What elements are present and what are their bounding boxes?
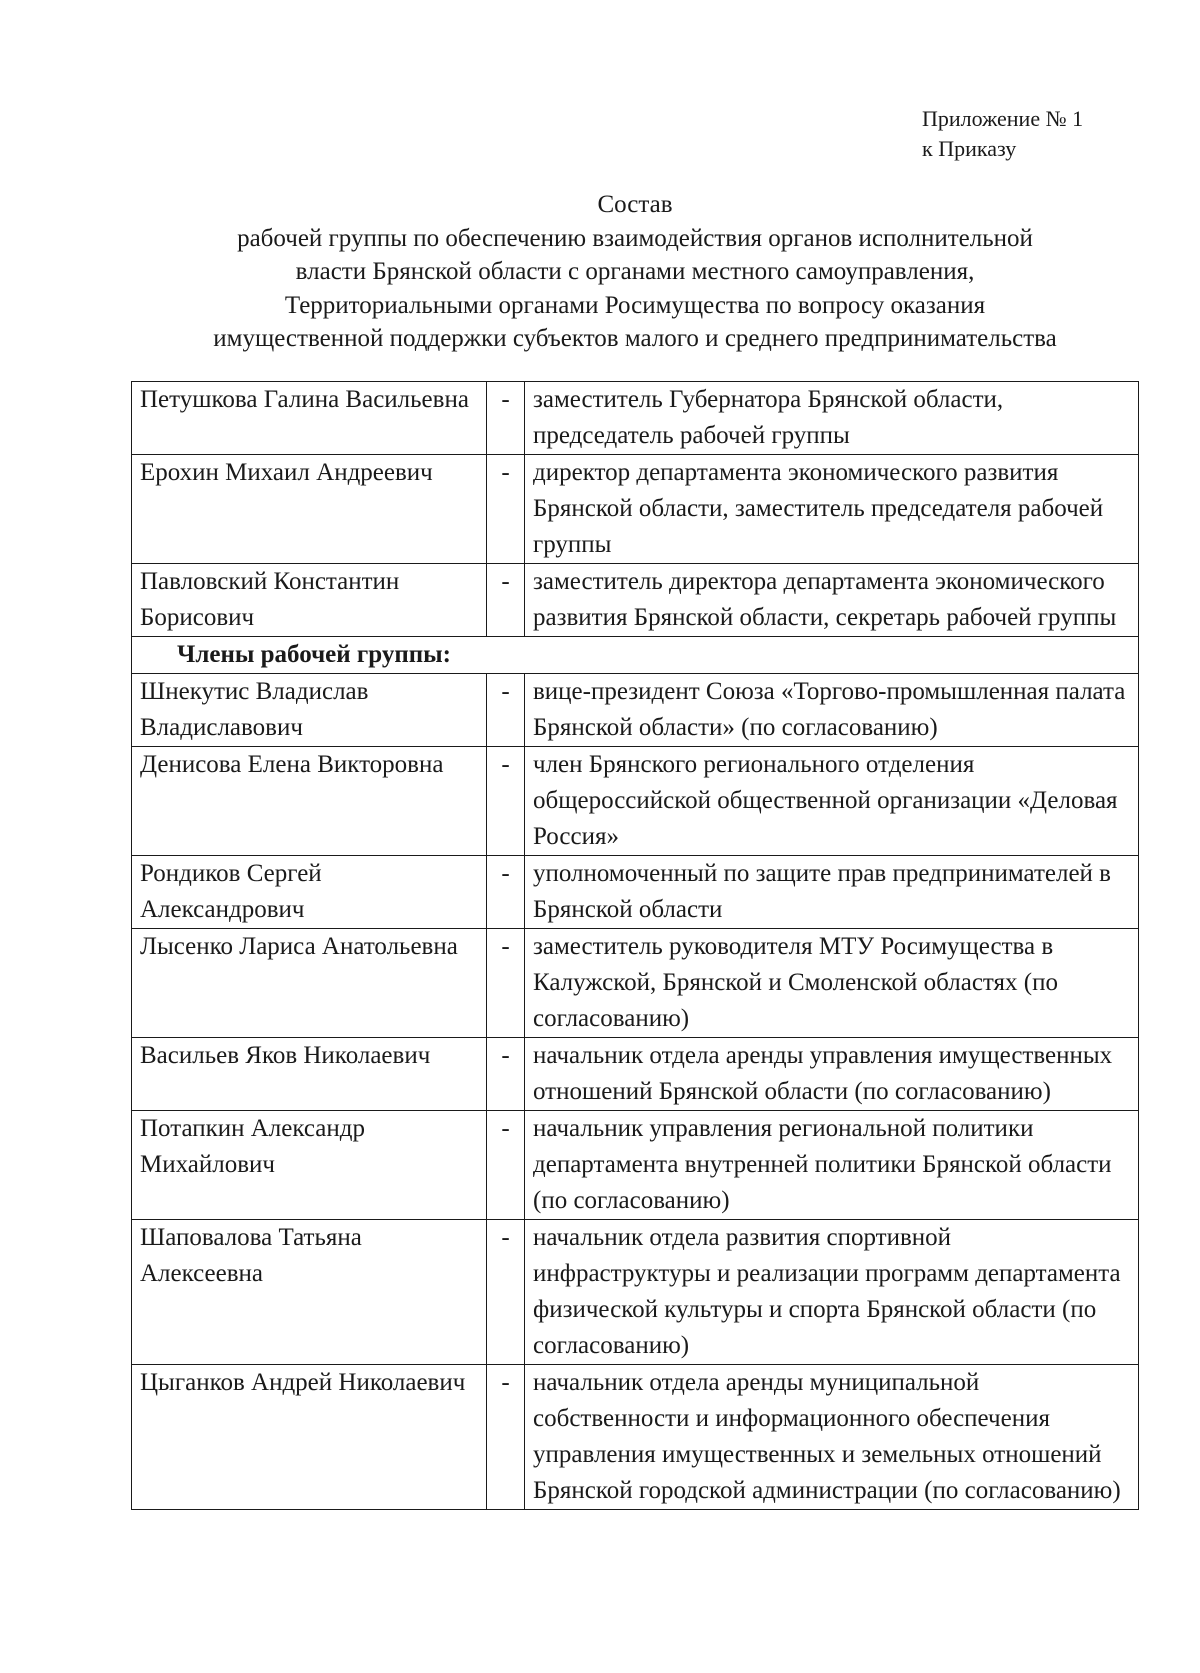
table-row — [132, 1365, 1139, 1510]
member-position: начальник управления региональной политики департамента внутренней политики Брянской области (по согласованию) — [525, 1111, 1139, 1220]
member-position: вице-президент Союза «Торгово-промышленная палата Брянской области» (по согласованию) — [525, 674, 1139, 747]
table-row — [132, 1220, 1139, 1365]
member-position: член Брянского регионального отделения общероссийской общественной организации «Деловая Россия» — [525, 747, 1139, 856]
annex-reference — [922, 104, 1083, 164]
dash-separator: - — [487, 674, 525, 747]
document-title: Состав — [597, 191, 673, 218]
table-row — [132, 747, 1139, 856]
member-position: начальник отдела развития спортивной инфраструктуры и реализации программ департамента физической культуры и спорта Брянской области (по согласованию) — [525, 1220, 1139, 1365]
table-row — [132, 382, 1139, 455]
heading-line-1: рабочей группы по обеспечению взаимодействия органов исполнительной — [237, 224, 1033, 252]
member-name: Шнекутис Владислав Владиславович — [132, 674, 487, 747]
dash-separator: - — [487, 929, 525, 1038]
member-position: начальник отдела аренды управления имущественных отношений Брянской области (по согласованию) — [525, 1038, 1139, 1111]
members-section-heading: Члены рабочей группы: — [132, 637, 1139, 674]
dash-separator: - — [487, 564, 525, 637]
heading-line-4: имущественной поддержки субъектов малого и среднего предпринимательства — [213, 325, 1057, 353]
table-row — [132, 455, 1139, 564]
table-row — [132, 929, 1139, 1038]
dash-separator: - — [487, 747, 525, 856]
heading-line-2: власти Брянской области с органами местного самоуправления, — [295, 258, 975, 286]
table-row — [132, 564, 1139, 637]
document-heading — [130, 188, 1140, 356]
member-name: Шаповалова Татьяна Алексеевна — [132, 1220, 487, 1365]
members-table — [131, 381, 1139, 1510]
member-position: заместитель руководителя МТУ Росимущества в Калужской, Брянской и Смоленской областях (по согласованию) — [525, 929, 1139, 1038]
section-row — [132, 637, 1139, 674]
member-position: начальник отдела аренды муниципальной собственности и информационного обеспечения управления имущественных и земельных отношений Брянской городской администрации (по согласованию) — [525, 1365, 1139, 1510]
member-name: Цыганков Андрей Николаевич — [132, 1365, 487, 1510]
member-position: заместитель директора департамента экономического развития Брянской области, секретарь рабочей группы — [525, 564, 1139, 637]
annex-number: Приложение № 1 — [922, 106, 1084, 131]
member-position: уполномоченный по защите прав предпринимателей в Брянской области — [525, 856, 1139, 929]
member-name: Павловский Константин Борисович — [132, 564, 487, 637]
member-name: Ерохин Михаил Андреевич — [132, 455, 487, 564]
member-name: Потапкин Александр Михайлович — [132, 1111, 487, 1220]
annex-order-reference: к Приказу — [922, 136, 1017, 161]
dash-separator: - — [487, 856, 525, 929]
dash-separator: - — [487, 382, 525, 455]
member-name: Петушкова Галина Васильевна — [132, 382, 487, 455]
dash-separator: - — [487, 1220, 525, 1365]
dash-separator: - — [487, 455, 525, 564]
table-row — [132, 674, 1139, 747]
member-name: Рондиков Сергей Александрович — [132, 856, 487, 929]
table-row — [132, 856, 1139, 929]
dash-separator: - — [487, 1038, 525, 1111]
dash-separator: - — [487, 1111, 525, 1220]
member-name: Денисова Елена Викторовна — [132, 747, 487, 856]
member-position: директор департамента экономического развития Брянской области, заместитель председателя рабочей группы — [525, 455, 1139, 564]
table-row — [132, 1111, 1139, 1220]
member-name: Васильев Яков Николаевич — [132, 1038, 487, 1111]
table-row — [132, 1038, 1139, 1111]
dash-separator: - — [487, 1365, 525, 1510]
heading-line-3: Территориальными органами Росимущества по вопросу оказания — [284, 291, 986, 319]
member-position: заместитель Губернатора Брянской области, председатель рабочей группы — [525, 382, 1139, 455]
member-name: Лысенко Лариса Анатольевна — [132, 929, 487, 1038]
